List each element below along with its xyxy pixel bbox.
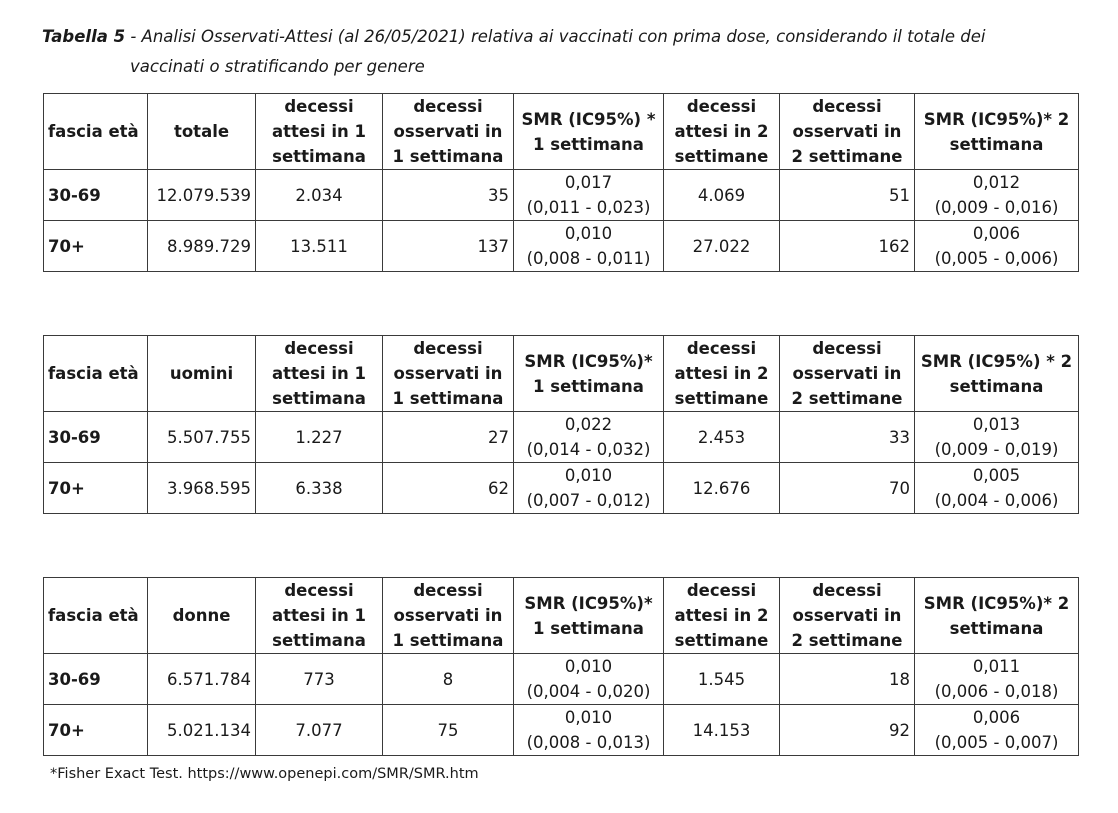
- table-header-row: [44, 578, 1079, 654]
- expected-deaths-1w-cell: 13.511: [256, 221, 383, 272]
- smr-2w-cell: [915, 654, 1079, 705]
- data-table-2: [43, 335, 1079, 514]
- expected-deaths-1w-cell: 2.034: [256, 170, 383, 221]
- column-header: SMR (IC95%)* 2 settimana: [915, 94, 1079, 170]
- smr-1w-cell: [514, 705, 664, 756]
- smr-2w-cell: [915, 463, 1079, 514]
- smr-1w-cell: [514, 170, 664, 221]
- smr-value: 0,011: [972, 657, 1021, 676]
- expected-deaths-2w-cell: 27.022: [664, 221, 780, 272]
- smr-value: 0,012: [972, 173, 1021, 192]
- smr-2w-cell: [915, 221, 1079, 272]
- expected-deaths-2w-cell: 12.676: [664, 463, 780, 514]
- column-header: decessi attesi in 1 settimana: [256, 94, 383, 170]
- column-header: decessi attesi in 2 settimane: [664, 578, 780, 654]
- column-header: decessi attesi in 2 settimane: [664, 94, 780, 170]
- table-row: [44, 463, 1079, 514]
- caption-label: Tabella 5: [42, 27, 126, 46]
- observed-deaths-1w-cell: 75: [383, 705, 514, 756]
- confidence-interval: (0,004 - 0,006): [934, 491, 1059, 510]
- column-header: decessi osservati in 2 settimane: [780, 336, 915, 412]
- column-header: decessi osservati in 2 settimane: [780, 578, 915, 654]
- confidence-interval: (0,007 - 0,012): [526, 491, 651, 510]
- smr-1w-cell: [514, 654, 664, 705]
- smr-value: 0,017: [564, 173, 613, 192]
- column-header: decessi attesi in 2 settimane: [664, 336, 780, 412]
- table-row: [44, 412, 1079, 463]
- column-header: decessi attesi in 1 settimana: [256, 578, 383, 654]
- observed-deaths-1w-cell: 27: [383, 412, 514, 463]
- age-group-cell: 70+: [44, 705, 148, 756]
- age-group-cell: 70+: [44, 221, 148, 272]
- column-header: decessi attesi in 1 settimana: [256, 336, 383, 412]
- observed-deaths-2w-cell: 162: [780, 221, 915, 272]
- observed-deaths-2w-cell: 70: [780, 463, 915, 514]
- column-header: fascia età: [44, 578, 148, 654]
- population-count-cell: 3.968.595: [148, 463, 256, 514]
- age-group-cell: 30-69: [44, 412, 148, 463]
- caption-text-line1: - Analisi Osservati-Attesi (al 26/05/2021) relativa ai vaccinati con prima dose, considerando il totale dei: [125, 27, 986, 46]
- expected-deaths-2w-cell: 2.453: [664, 412, 780, 463]
- smr-value: 0,013: [972, 415, 1021, 434]
- observed-deaths-1w-cell: 8: [383, 654, 514, 705]
- column-header: decessi osservati in 1 settimana: [383, 336, 514, 412]
- expected-deaths-1w-cell: 7.077: [256, 705, 383, 756]
- confidence-interval: (0,014 - 0,032): [526, 440, 651, 459]
- table-row: [44, 705, 1079, 756]
- column-header: SMR (IC95%) * 1 settimana: [514, 94, 664, 170]
- table-row: [44, 654, 1079, 705]
- smr-value: 0,010: [564, 224, 613, 243]
- column-header: SMR (IC95%)* 2 settimana: [915, 578, 1079, 654]
- confidence-interval: (0,009 - 0,016): [934, 198, 1059, 217]
- column-header: decessi osservati in 1 settimana: [383, 94, 514, 170]
- column-header: totale: [148, 94, 256, 170]
- smr-value: 0,010: [564, 657, 613, 676]
- table-header-row: [44, 94, 1079, 170]
- column-header: decessi osservati in 2 settimane: [780, 94, 915, 170]
- smr-value: 0,005: [972, 466, 1021, 485]
- confidence-interval: (0,005 - 0,007): [934, 733, 1059, 752]
- table-row: [44, 221, 1079, 272]
- smr-value: 0,010: [564, 708, 613, 727]
- confidence-interval: (0,009 - 0,019): [934, 440, 1059, 459]
- population-count-cell: 5.021.134: [148, 705, 256, 756]
- observed-deaths-2w-cell: 92: [780, 705, 915, 756]
- smr-2w-cell: [915, 170, 1079, 221]
- expected-deaths-1w-cell: 1.227: [256, 412, 383, 463]
- confidence-interval: (0,004 - 0,020): [526, 682, 651, 701]
- caption-text-line2: vaccinati o stratificando per genere: [130, 57, 425, 76]
- smr-value: 0,010: [564, 466, 613, 485]
- smr-1w-cell: [514, 221, 664, 272]
- confidence-interval: (0,011 - 0,023): [526, 198, 651, 217]
- population-count-cell: 6.571.784: [148, 654, 256, 705]
- expected-deaths-1w-cell: 773: [256, 654, 383, 705]
- footnote: *Fisher Exact Test. https://www.openepi.com/SMR/SMR.htm: [50, 766, 479, 782]
- column-header: fascia età: [44, 94, 148, 170]
- age-group-cell: 30-69: [44, 654, 148, 705]
- population-count-cell: 12.079.539: [148, 170, 256, 221]
- observed-deaths-1w-cell: 35: [383, 170, 514, 221]
- smr-2w-cell: [915, 705, 1079, 756]
- column-header: decessi osservati in 1 settimana: [383, 578, 514, 654]
- population-count-cell: 5.507.755: [148, 412, 256, 463]
- expected-deaths-2w-cell: 4.069: [664, 170, 780, 221]
- age-group-cell: 30-69: [44, 170, 148, 221]
- column-header: SMR (IC95%)* 1 settimana: [514, 336, 664, 412]
- data-table-1: [43, 93, 1079, 272]
- expected-deaths-2w-cell: 1.545: [664, 654, 780, 705]
- smr-value: 0,006: [972, 224, 1021, 243]
- column-header: fascia età: [44, 336, 148, 412]
- smr-2w-cell: [915, 412, 1079, 463]
- confidence-interval: (0,006 - 0,018): [934, 682, 1059, 701]
- column-header: donne: [148, 578, 256, 654]
- smr-1w-cell: [514, 412, 664, 463]
- table-row: [44, 170, 1079, 221]
- column-header: SMR (IC95%) * 2 settimana: [915, 336, 1079, 412]
- confidence-interval: (0,005 - 0,006): [934, 249, 1059, 268]
- column-header: SMR (IC95%)* 1 settimana: [514, 578, 664, 654]
- expected-deaths-1w-cell: 6.338: [256, 463, 383, 514]
- smr-1w-cell: [514, 463, 664, 514]
- confidence-interval: (0,008 - 0,011): [526, 249, 651, 268]
- table-caption: [42, 22, 985, 82]
- table-header-row: [44, 336, 1079, 412]
- observed-deaths-2w-cell: 18: [780, 654, 915, 705]
- age-group-cell: 70+: [44, 463, 148, 514]
- data-table-3: [43, 577, 1079, 756]
- smr-value: 0,022: [564, 415, 613, 434]
- smr-value: 0,006: [972, 708, 1021, 727]
- column-header: uomini: [148, 336, 256, 412]
- population-count-cell: 8.989.729: [148, 221, 256, 272]
- observed-deaths-1w-cell: 137: [383, 221, 514, 272]
- observed-deaths-2w-cell: 51: [780, 170, 915, 221]
- observed-deaths-1w-cell: 62: [383, 463, 514, 514]
- expected-deaths-2w-cell: 14.153: [664, 705, 780, 756]
- confidence-interval: (0,008 - 0,013): [526, 733, 651, 752]
- observed-deaths-2w-cell: 33: [780, 412, 915, 463]
